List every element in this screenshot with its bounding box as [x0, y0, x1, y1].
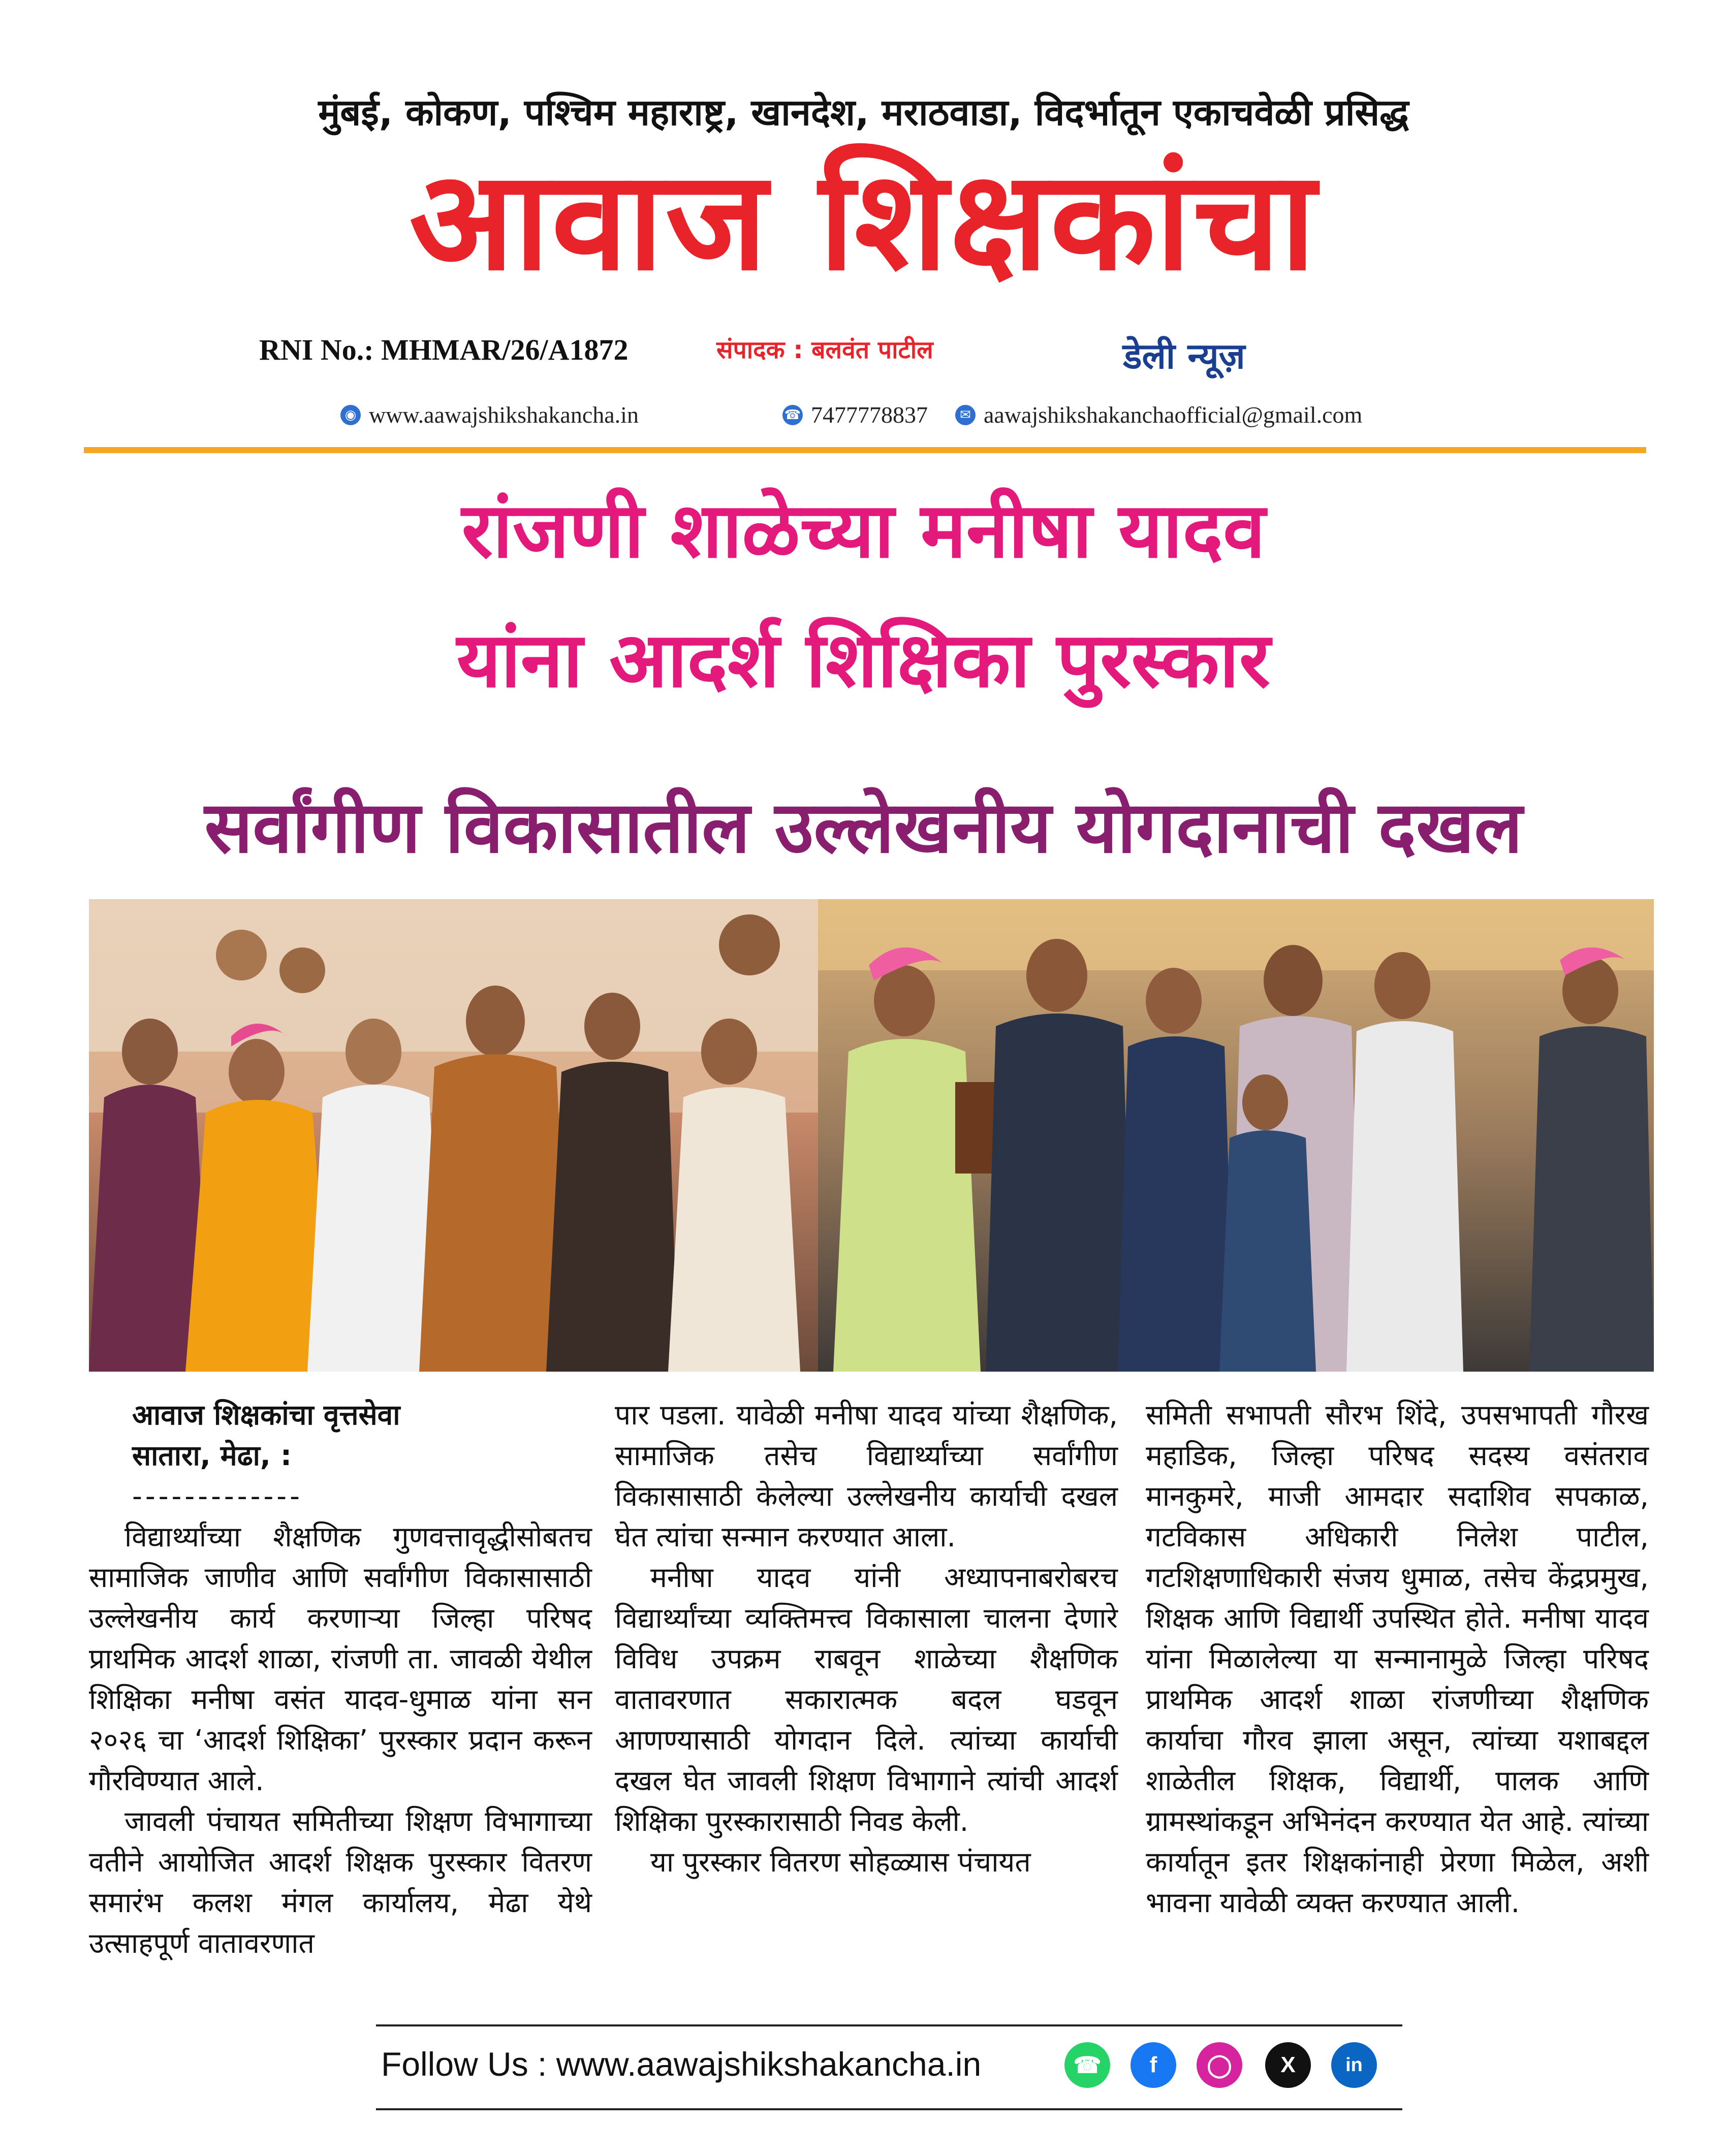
daily-news-label: डेली न्यूज़ [1123, 335, 1245, 377]
article-column-3 [1146, 1394, 1649, 1923]
instagram-icon[interactable]: ◯ [1197, 2042, 1242, 2088]
website-text: www.aawajshikshakancha.in [369, 402, 639, 428]
event-photo-left [89, 899, 818, 1372]
contact-website[interactable] [340, 401, 639, 428]
byline-separator: ------------- [132, 1480, 303, 1512]
editor-credit: संपादक : बलवंत पाटील [716, 336, 933, 364]
paragraph: पार पडला. यावेळी मनीषा यादव यांच्या शैक्षणिक, सामाजिक तसेच विद्यार्थ्यांच्या सर्वांगीण विकासासाठी केलेल्या उल्लेखनीय कार्याची दखल घेत त्यांचा सन्मान करण्यात आला. [615, 1399, 1118, 1553]
dateline: सातारा, मेढा, : [132, 1439, 292, 1472]
paragraph: विद्यार्थ्यांच्या शैक्षणिक गुणवत्तावृद्धीसोबतच सामाजिक जाणीव आणि सर्वांगीण विकासासाठी उल्लेखनीय कार्य करणाऱ्या जिल्हा परिषद प्राथमिक आदर्श शाळा, रांजणी ता. जावळी येथील शिक्षिका मनीषा वसंत यादव-धुमाळ यांना सन २०२६ चा ‘आदर्श शिक्षिका’ पुरस्कार प्रदान करून गौरविण्यात आले. [89, 1520, 592, 1797]
x-icon[interactable]: X [1265, 2042, 1311, 2088]
phone-text: 7477778837 [811, 402, 928, 428]
subheadline: सर्वांगीण विकासातील उल्लेखनीय योगदानाची दखल [204, 786, 1523, 869]
article-column-2 [615, 1394, 1118, 1882]
rni-number: RNI No.: MHMAR/26/A1872 [259, 333, 629, 366]
event-photo-right [818, 899, 1654, 1372]
follow-us-text[interactable]: Follow Us : www.aawajshikshakancha.in [381, 2045, 982, 2083]
contact-phone[interactable] [782, 401, 928, 428]
article-column-1 [89, 1394, 592, 1963]
footer-rule-bottom [376, 2108, 1402, 2110]
contact-email[interactable] [955, 401, 1362, 428]
email-icon: ✉ [955, 405, 976, 425]
paragraph: जावली पंचायत समितीच्या शिक्षण विभागाच्या वतीने आयोजित आदर्श शिक्षक पुरस्कार वितरण समारंभ कलश मंगल कार्यालय, मेढा येथे उत्साहपूर्ण वातावरणात [89, 1805, 592, 1959]
paragraph: समिती सभापती सौरभ शिंदे, उपसभापती गौरख महाडिक, जिल्हा परिषद सदस्य वसंतराव मानकुमरे, माजी आमदार सदाशिव सपकाळ, गटविकास अधिकारी निलेश पाटील, गटशिक्षणाधिकारी संजय धुमाळ, तसेच केंद्रप्रमुख, शिक्षक आणि विद्यार्थी उपस्थित होते. मनीषा यादव यांना मिळालेल्या या सन्मानामुळे जिल्हा परिषद प्राथमिक आदर्श शाळा रांजणीच्या शैक्षणिक कार्याचा गौरव झाला असून, त्यांच्या यशाबद्दल शाळेतील शिक्षक, विद्यार्थी, पालक आणि ग्रामस्थांकडून अभिनंदन करण्यात येत आहे. त्यांच्या कार्यातून इतर शिक्षकांनाही प्रेरणा मिळेल, अशी भावना यावेळी व्यक्त करण्यात आली. [1146, 1399, 1649, 1919]
paragraph: मनीषा यादव यांनी अध्यापनाबरोबरच विद्यार्थ्यांच्या व्यक्तिमत्त्व विकासाला चालना देणारे विविध उपक्रम राबवून शाळेच्या शैक्षणिक वातावरणात सकारात्मक बदल घडवून आणण्यासाठी योगदान दिले. त्यांच्या कार्याची दखल घेत जावली शिक्षण विभागाने त्यांची आदर्श शिक्षिका पुरस्कारासाठी निवड केली. [615, 1561, 1118, 1837]
header-divider [84, 447, 1646, 453]
email-text: aawajshikshakanchaofficial@gmail.com [984, 402, 1363, 428]
masthead-tagline: मुंबई, कोकण, पश्चिम महाराष्ट्र, खानदेश, मराठवाडा, विदर्भातून एकाचवेळी प्रसिद्ध [318, 91, 1409, 134]
phone-icon: ☎ [782, 405, 803, 425]
linkedin-icon[interactable]: in [1331, 2042, 1377, 2088]
masthead-title: आवाज शिक्षकांचा [409, 141, 1318, 301]
whatsapp-icon[interactable]: ☎ [1064, 2042, 1110, 2088]
footer-rule-top [376, 2024, 1402, 2026]
headline-line-1: रांजणी शाळेच्या मनीषा यादव [461, 487, 1266, 575]
headline-line-2: यांना आदर्श शिक्षिका पुरस्कार [456, 616, 1271, 705]
byline: आवाज शिक्षकांचा वृत्तसेवा [132, 1399, 400, 1431]
paragraph: या पुरस्कार वितरण सोहळ्यास पंचायत [650, 1846, 1031, 1878]
globe-icon: ◉ [340, 405, 361, 425]
facebook-icon[interactable]: f [1131, 2042, 1176, 2088]
